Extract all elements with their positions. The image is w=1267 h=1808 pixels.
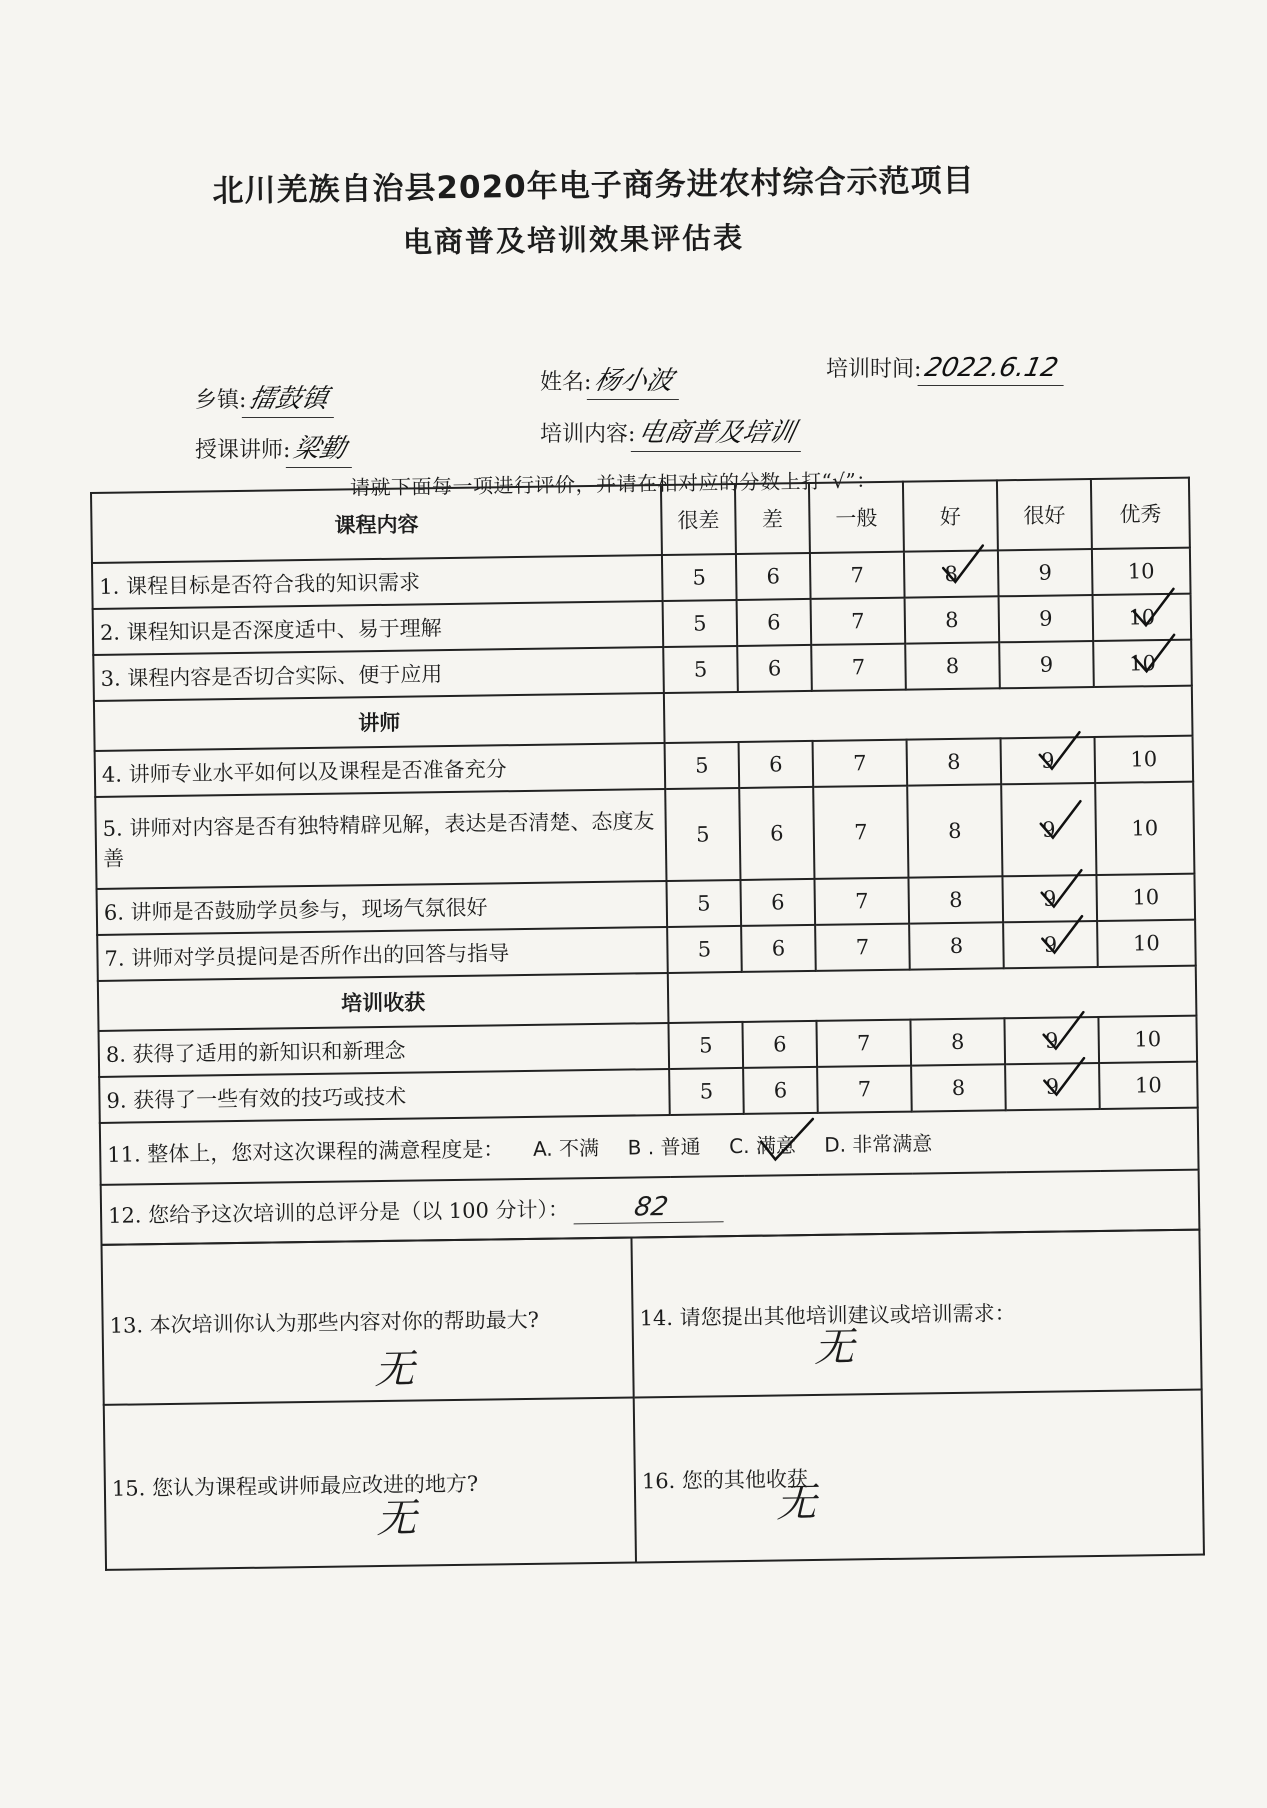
score-value: 10 <box>1132 885 1160 910</box>
score-value: 10 <box>1130 747 1158 772</box>
score-value: 5 <box>698 1033 713 1058</box>
open-questions-row <box>104 1390 1204 1570</box>
score-option[interactable] <box>739 787 814 880</box>
rating-label: 差 <box>735 483 810 554</box>
score-option[interactable] <box>666 880 741 927</box>
score-option[interactable] <box>1096 874 1195 921</box>
score-value: 6 <box>766 564 781 589</box>
score-value: 8 <box>951 1075 966 1101</box>
score-option[interactable] <box>741 925 816 972</box>
score-value: 7 <box>855 935 870 960</box>
score-option[interactable] <box>663 646 738 693</box>
score-option[interactable] <box>669 1068 744 1115</box>
score-option[interactable] <box>739 741 814 788</box>
open-questions-table <box>100 1229 1204 1571</box>
score-value: 8 <box>947 818 962 844</box>
form-title: 北川羌族自治县2020年电子商务进农村综合示范项目 <box>212 162 975 210</box>
town-value: 擂鼓镇 <box>242 378 343 418</box>
score-value: 7 <box>850 563 865 588</box>
course-rows <box>92 548 1192 701</box>
score-value: 10 <box>1132 931 1160 956</box>
score-option[interactable] <box>908 876 1003 923</box>
name-field <box>540 360 683 400</box>
score-value: 8 <box>944 561 959 587</box>
score-option[interactable] <box>907 738 1002 785</box>
score-value: 10 <box>1127 559 1155 584</box>
score-option[interactable] <box>814 878 909 925</box>
score-value: 7 <box>857 1077 872 1102</box>
score-value: 10 <box>1128 605 1156 630</box>
score-value: 10 <box>1134 1027 1162 1052</box>
score-option[interactable] <box>816 1020 911 1067</box>
score-value: 7 <box>851 609 865 634</box>
score-value: 9 <box>1041 817 1056 842</box>
score-value: 6 <box>770 890 785 915</box>
content-value: 电商普及培训 <box>631 412 810 452</box>
score-value: 9 <box>1039 606 1053 631</box>
score-value: 7 <box>853 820 868 845</box>
rating-label: 优秀 <box>1091 478 1190 549</box>
q12-text: 12. 您给予这次培训的总评分是（以 100 分计）： <box>107 1196 570 1228</box>
score-option[interactable] <box>740 879 815 926</box>
score-value: 6 <box>771 936 786 961</box>
score-value: 9 <box>1039 652 1054 677</box>
score-value: 5 <box>695 822 710 847</box>
score-option[interactable] <box>737 599 812 646</box>
q15-text: 15. 您认为课程或讲师最应改进的地方? <box>111 1471 479 1501</box>
evaluation-table <box>90 477 1200 1246</box>
q14-box[interactable] <box>631 1230 1201 1398</box>
score-value: 9 <box>1044 1028 1059 1053</box>
score-option[interactable] <box>998 549 1093 596</box>
score-option[interactable] <box>1099 1062 1198 1109</box>
score-option[interactable] <box>1095 782 1194 875</box>
rating-label: 很差 <box>661 484 736 555</box>
q11-option-d[interactable]: D. 非常满意 <box>824 1131 933 1157</box>
score-option[interactable] <box>1002 875 1097 922</box>
score-option[interactable] <box>742 1021 817 1068</box>
q14-text: 14. 请您提出其他培训建议或培训需求： <box>639 1301 1016 1331</box>
question-text: 9. 获得了一些有效的技巧或技术 <box>99 1069 670 1123</box>
score-option[interactable] <box>907 784 1002 877</box>
score-option[interactable] <box>909 922 1004 969</box>
section-spacer <box>668 966 1197 1023</box>
q14-answer: 无 <box>813 1324 855 1371</box>
score-value: 10 <box>1128 651 1157 676</box>
score-value: 5 <box>692 565 707 590</box>
score-value: 8 <box>948 887 963 913</box>
score-option[interactable] <box>1001 737 1096 784</box>
content-field <box>540 412 805 452</box>
question-text: 3. 课程内容是否切合实际、便于应用 <box>93 647 664 701</box>
score-option[interactable] <box>1003 921 1098 968</box>
score-value: 7 <box>856 1031 871 1056</box>
q15-box[interactable] <box>104 1397 636 1569</box>
lecturer-label: 授课讲师: <box>195 438 291 463</box>
score-value: 6 <box>769 752 783 777</box>
score-option[interactable] <box>810 552 905 599</box>
lecturer-rows <box>95 736 1196 981</box>
score-value: 8 <box>945 653 960 679</box>
q11-option-b[interactable]: B . 普通 <box>627 1134 701 1160</box>
score-value: 5 <box>699 1079 714 1104</box>
town-field <box>195 378 338 418</box>
score-value: 9 <box>1040 748 1055 773</box>
score-option[interactable] <box>667 926 742 973</box>
score-option[interactable] <box>663 600 738 647</box>
rating-label: 好 <box>903 480 998 551</box>
q11-option-a[interactable]: A. 不满 <box>532 1135 600 1161</box>
score-option[interactable] <box>999 641 1094 688</box>
instruction-text: 请就下面每一项进行评价，并请在相对应的分数上打“√”： <box>349 468 877 500</box>
q15-answer: 无 <box>376 1495 417 1543</box>
section-spacer <box>664 686 1193 743</box>
score-value: 6 <box>773 1078 788 1103</box>
score-value: 5 <box>693 611 707 636</box>
question-text: 7. 讲师对学员提问是否所作出的回答与指导 <box>97 927 668 981</box>
score-option[interactable] <box>1093 594 1192 641</box>
score-option[interactable] <box>1095 736 1194 783</box>
q16-text: 16. 您的其他收获 <box>641 1466 809 1493</box>
q11-option-c-label: C. 满意 <box>729 1133 797 1159</box>
q11-option-c[interactable] <box>729 1133 802 1158</box>
q11-text: 11. 整体上，您对这次课程的满意程度是： <box>107 1137 505 1167</box>
score-option[interactable] <box>813 786 908 879</box>
question-text: 4. 讲师专业水平如何以及课程是否准备充分 <box>95 743 666 797</box>
score-option[interactable] <box>811 644 906 691</box>
date-field <box>826 352 1068 386</box>
score-option[interactable] <box>1098 1016 1197 1063</box>
score-value: 5 <box>695 753 709 778</box>
score-option[interactable] <box>905 596 1000 643</box>
score-value: 10 <box>1131 816 1159 841</box>
q13-answer: 无 <box>373 1346 415 1394</box>
score-option[interactable] <box>813 740 908 787</box>
rating-label: 很好 <box>997 479 1092 550</box>
score-option[interactable] <box>1097 920 1196 967</box>
score-value: 5 <box>696 891 711 916</box>
q13-text: 13. 本次培训你认为那些内容对你的帮助最大? <box>109 1307 540 1338</box>
lecturer-value: 梁勤 <box>286 428 361 468</box>
harvest-rows <box>99 1016 1198 1123</box>
name-value: 杨小波 <box>587 360 688 400</box>
score-option[interactable] <box>665 742 740 789</box>
question-text: 8. 获得了适用的新知识和新理念 <box>99 1023 670 1077</box>
score-option[interactable] <box>668 1022 743 1069</box>
score-option[interactable] <box>904 550 999 597</box>
course-header: 课程内容 <box>91 485 662 563</box>
check-mark-icon <box>757 1115 818 1164</box>
score-option[interactable] <box>811 598 906 645</box>
score-value: 8 <box>946 749 961 775</box>
question-text: 1. 课程目标是否符合我的知识需求 <box>92 555 663 609</box>
name-label: 姓名: <box>540 370 592 395</box>
score-value: 9 <box>1042 886 1057 911</box>
score-value: 9 <box>1038 560 1053 585</box>
section-harvest: 培训收获 <box>98 973 669 1031</box>
section-lecturer: 讲师 <box>94 693 665 751</box>
score-value: 6 <box>769 821 784 846</box>
rating-label: 一般 <box>809 482 904 553</box>
score-option[interactable] <box>665 788 740 881</box>
open-questions-row <box>102 1230 1202 1405</box>
score-option[interactable] <box>1093 640 1192 687</box>
score-option[interactable] <box>905 642 1000 689</box>
score-option[interactable] <box>1005 1063 1100 1110</box>
score-value: 9 <box>1045 1074 1060 1099</box>
score-value: 10 <box>1134 1073 1162 1098</box>
score-option[interactable] <box>743 1067 818 1114</box>
score-value: 8 <box>949 933 964 959</box>
question-text: 5. 讲师对内容是否有独特精辟见解，表达是否清楚、态度友善 <box>95 789 666 889</box>
score-option[interactable] <box>815 924 910 971</box>
q16-box[interactable] <box>634 1390 1204 1563</box>
q16-answer: 无 <box>775 1479 817 1527</box>
score-value: 6 <box>767 610 781 635</box>
q12-score-value[interactable]: 82 <box>573 1191 728 1224</box>
score-value: 5 <box>693 657 708 682</box>
score-value: 9 <box>1043 932 1058 957</box>
score-option[interactable] <box>911 1064 1006 1111</box>
score-value: 6 <box>772 1032 787 1057</box>
question-text: 2. 课程知识是否深度适中、易于理解 <box>93 601 664 655</box>
score-option[interactable] <box>1092 548 1191 595</box>
score-value: 7 <box>853 751 867 776</box>
score-value: 8 <box>945 607 959 633</box>
score-option[interactable] <box>910 1018 1005 1065</box>
score-option[interactable] <box>736 553 811 600</box>
score-option[interactable] <box>1004 1017 1099 1064</box>
q13-box[interactable] <box>102 1238 634 1405</box>
content-label: 培训内容: <box>540 422 636 447</box>
score-option[interactable] <box>1001 783 1096 876</box>
question-row <box>95 782 1194 889</box>
score-option[interactable] <box>999 595 1094 642</box>
date-label: 培训时间: <box>826 357 922 382</box>
lecturer-field <box>195 428 356 468</box>
score-option[interactable] <box>817 1066 912 1113</box>
score-value: 6 <box>767 656 782 681</box>
score-value: 8 <box>950 1029 965 1055</box>
score-value: 7 <box>851 655 866 680</box>
form-subtitle: 电商普及培训效果评估表 <box>402 220 745 260</box>
score-option[interactable] <box>737 645 812 692</box>
score-value: 7 <box>854 889 869 914</box>
town-label: 乡镇: <box>195 388 247 413</box>
evaluation-table-wrapper <box>90 477 1204 1627</box>
question-text: 6. 讲师是否鼓励学员参与，现场气氛很好 <box>97 881 668 935</box>
score-value: 5 <box>697 937 712 962</box>
score-option[interactable] <box>662 554 737 601</box>
date-value: 2022.6.12 <box>918 353 1071 386</box>
